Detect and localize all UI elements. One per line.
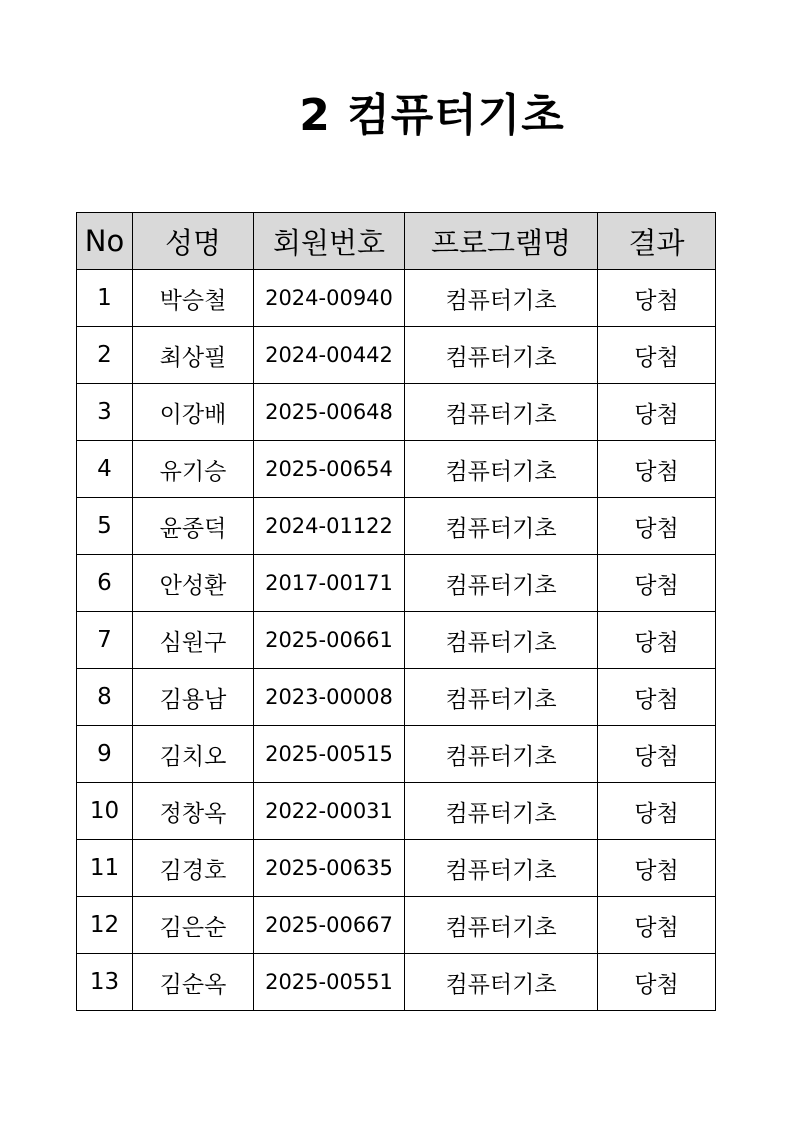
header-program: 프로그램명 bbox=[405, 213, 598, 270]
cell-no: 7 bbox=[77, 612, 133, 669]
table-row bbox=[77, 384, 716, 441]
table-row bbox=[77, 726, 716, 783]
cell-program: 컴퓨터기초 bbox=[405, 555, 598, 612]
cell-member-id: 2025-00661 bbox=[254, 612, 405, 669]
cell-member-id: 2025-00667 bbox=[254, 897, 405, 954]
cell-result: 당첨 bbox=[598, 555, 716, 612]
cell-program: 컴퓨터기초 bbox=[405, 669, 598, 726]
cell-result: 당첨 bbox=[598, 270, 716, 327]
header-name: 성명 bbox=[133, 213, 254, 270]
table-row bbox=[77, 783, 716, 840]
table-row bbox=[77, 840, 716, 897]
cell-member-id: 2022-00031 bbox=[254, 783, 405, 840]
cell-member-id: 2024-00940 bbox=[254, 270, 405, 327]
cell-name: 김용남 bbox=[133, 669, 254, 726]
page-title: 2 컴퓨터기초 bbox=[299, 90, 565, 141]
cell-member-id: 2025-00654 bbox=[254, 441, 405, 498]
table-row bbox=[77, 555, 716, 612]
table-body bbox=[77, 270, 716, 1011]
cell-name: 안성환 bbox=[133, 555, 254, 612]
cell-name: 김순옥 bbox=[133, 954, 254, 1011]
cell-program: 컴퓨터기초 bbox=[405, 840, 598, 897]
cell-result: 당첨 bbox=[598, 441, 716, 498]
cell-member-id: 2025-00648 bbox=[254, 384, 405, 441]
table-row bbox=[77, 612, 716, 669]
header-no: No bbox=[77, 213, 133, 270]
table-row bbox=[77, 954, 716, 1011]
cell-program: 컴퓨터기초 bbox=[405, 327, 598, 384]
table-row bbox=[77, 897, 716, 954]
cell-program: 컴퓨터기초 bbox=[405, 441, 598, 498]
cell-no: 5 bbox=[77, 498, 133, 555]
cell-member-id: 2023-00008 bbox=[254, 669, 405, 726]
cell-result: 당첨 bbox=[598, 840, 716, 897]
cell-name: 김치오 bbox=[133, 726, 254, 783]
cell-name: 유기승 bbox=[133, 441, 254, 498]
cell-program: 컴퓨터기초 bbox=[405, 783, 598, 840]
cell-result: 당첨 bbox=[598, 612, 716, 669]
cell-name: 김경호 bbox=[133, 840, 254, 897]
cell-program: 컴퓨터기초 bbox=[405, 498, 598, 555]
results-table bbox=[76, 212, 716, 1011]
table-row bbox=[77, 441, 716, 498]
cell-no: 4 bbox=[77, 441, 133, 498]
header-member-id: 회원번호 bbox=[254, 213, 405, 270]
cell-no: 1 bbox=[77, 270, 133, 327]
cell-member-id: 2024-00442 bbox=[254, 327, 405, 384]
cell-no: 9 bbox=[77, 726, 133, 783]
cell-program: 컴퓨터기초 bbox=[405, 954, 598, 1011]
cell-name: 김은순 bbox=[133, 897, 254, 954]
cell-program: 컴퓨터기초 bbox=[405, 897, 598, 954]
cell-name: 정창옥 bbox=[133, 783, 254, 840]
table-row bbox=[77, 498, 716, 555]
cell-result: 당첨 bbox=[598, 669, 716, 726]
cell-no: 12 bbox=[77, 897, 133, 954]
table-header bbox=[77, 213, 716, 270]
cell-result: 당첨 bbox=[598, 327, 716, 384]
cell-name: 이강배 bbox=[133, 384, 254, 441]
header-row bbox=[77, 213, 716, 270]
cell-name: 박승철 bbox=[133, 270, 254, 327]
cell-program: 컴퓨터기초 bbox=[405, 726, 598, 783]
cell-no: 13 bbox=[77, 954, 133, 1011]
cell-program: 컴퓨터기초 bbox=[405, 270, 598, 327]
results-table-container bbox=[76, 212, 716, 1011]
cell-result: 당첨 bbox=[598, 384, 716, 441]
cell-result: 당첨 bbox=[598, 954, 716, 1011]
cell-member-id: 2017-00171 bbox=[254, 555, 405, 612]
cell-no: 11 bbox=[77, 840, 133, 897]
header-result: 결과 bbox=[598, 213, 716, 270]
cell-no: 2 bbox=[77, 327, 133, 384]
cell-name: 심원구 bbox=[133, 612, 254, 669]
cell-name: 윤종덕 bbox=[133, 498, 254, 555]
cell-member-id: 2025-00515 bbox=[254, 726, 405, 783]
cell-no: 10 bbox=[77, 783, 133, 840]
table-row bbox=[77, 669, 716, 726]
cell-no: 6 bbox=[77, 555, 133, 612]
cell-result: 당첨 bbox=[598, 783, 716, 840]
cell-member-id: 2025-00551 bbox=[254, 954, 405, 1011]
cell-result: 당첨 bbox=[598, 897, 716, 954]
cell-result: 당첨 bbox=[598, 498, 716, 555]
table-row bbox=[77, 270, 716, 327]
cell-no: 3 bbox=[77, 384, 133, 441]
cell-program: 컴퓨터기초 bbox=[405, 384, 598, 441]
cell-program: 컴퓨터기초 bbox=[405, 612, 598, 669]
cell-member-id: 2024-01122 bbox=[254, 498, 405, 555]
cell-result: 당첨 bbox=[598, 726, 716, 783]
cell-name: 최상필 bbox=[133, 327, 254, 384]
cell-no: 8 bbox=[77, 669, 133, 726]
table-row bbox=[77, 327, 716, 384]
cell-member-id: 2025-00635 bbox=[254, 840, 405, 897]
